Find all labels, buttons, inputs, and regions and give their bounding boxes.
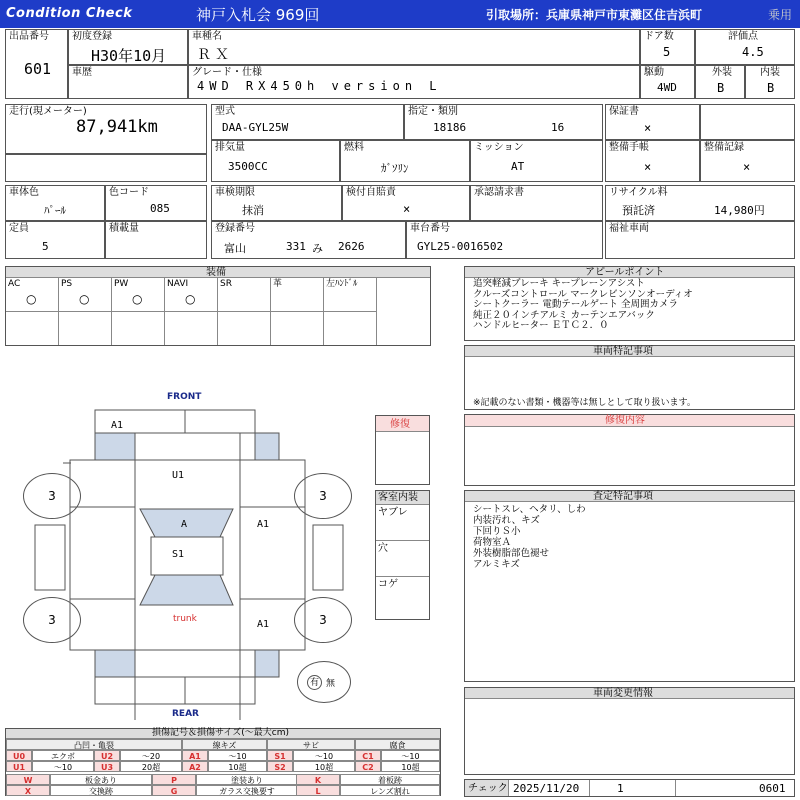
- equipment-col-label: 革: [273, 279, 283, 289]
- inspection-note-line: 荷物室Ａ: [473, 537, 512, 548]
- ext-box: [695, 65, 745, 99]
- equipment-col-6: [324, 278, 377, 345]
- appeal-panel: [464, 266, 795, 341]
- legend-group-header: 腐食: [355, 739, 440, 750]
- equipment-title-bar: [6, 267, 430, 278]
- welfare-label: 福祉車両: [609, 223, 649, 234]
- inspection-note-line: シートスレ、ヘタリ、しわ: [473, 504, 586, 515]
- color-value: ﾊﾟｰﾙ: [44, 204, 66, 217]
- legend-group-header: 線キズ: [182, 739, 267, 750]
- equipment-col-2: [112, 278, 165, 345]
- recycle-label: リサイクル料: [609, 187, 668, 198]
- fuel-box: [340, 140, 470, 182]
- equipment-divider: [59, 311, 111, 312]
- capacity-box: [5, 221, 105, 259]
- trunk-label: trunk: [173, 614, 197, 624]
- recycle-box: [605, 185, 795, 221]
- inspection-note-line: 下回りＳ小: [473, 526, 521, 537]
- model-name-label: 車種名: [192, 31, 222, 42]
- legend-desc: 〜10: [208, 750, 267, 761]
- inspection-notes-lines: [473, 504, 586, 570]
- doors-box: [640, 29, 695, 65]
- inspection-value: 抹消: [242, 204, 264, 217]
- legend-code: A2: [182, 761, 208, 772]
- repair-content-panel: [464, 414, 795, 486]
- inspection-notes-title-bar: [465, 491, 794, 502]
- chassis-value: GYL25-0016502: [417, 240, 504, 253]
- legend-extra-desc: 板金あり: [50, 774, 152, 785]
- equipment-col-1: [59, 278, 112, 345]
- type-label: 型式: [215, 106, 235, 117]
- legend-code: U3: [94, 761, 120, 772]
- drive-value: 4WD: [657, 81, 677, 94]
- legend-extra-desc: ガラス交換要す: [196, 785, 298, 796]
- interior-title-bar: [376, 491, 429, 505]
- repair-title-bar: [376, 416, 429, 432]
- first-reg-value: H30年10月: [91, 47, 167, 65]
- self-inspection-box: [342, 185, 470, 221]
- footer-code: 0601: [759, 782, 786, 795]
- displacement-label: 排気量: [215, 142, 245, 153]
- warranty-blank-box: [700, 104, 795, 140]
- equipment-divider: [6, 311, 58, 312]
- legend-code: U0: [6, 750, 32, 761]
- rear-label: REAR: [172, 709, 199, 719]
- code-s1: S1: [172, 549, 185, 560]
- equipment-col-label: NAVI: [167, 279, 189, 289]
- designation-a: 18186: [433, 121, 467, 134]
- legend-code: S1: [267, 750, 293, 761]
- check-label: チェック: [468, 783, 508, 794]
- vehicle-class: 乗用: [768, 8, 793, 22]
- color-box: [5, 185, 105, 221]
- doors-label: ドア数: [644, 31, 674, 42]
- legend-code: U1: [6, 761, 32, 772]
- reg-num: 2626: [338, 240, 365, 253]
- interior-title: 客室内装: [378, 492, 418, 503]
- appeal-line: シートクーラー 電動テールゲート 全周囲カメラ: [473, 299, 678, 310]
- equipment-col-label: PW: [114, 279, 129, 289]
- inspection-notes-panel: [464, 490, 795, 682]
- legend-desc: 〜20: [120, 750, 182, 761]
- legend-desc: 10超: [293, 761, 355, 772]
- appeal-lines: [473, 279, 693, 332]
- approval-label: 承認請求書: [474, 187, 524, 198]
- equipment-mark: ○: [185, 292, 196, 306]
- mission-box: [470, 140, 603, 182]
- warranty-label: 保証書: [609, 106, 639, 117]
- fuel-label: 燃料: [344, 142, 364, 153]
- equipment-col-5: [271, 278, 324, 345]
- maint-record-value: ×: [743, 160, 751, 174]
- inspection-label: 車検期限: [215, 187, 255, 198]
- mission-value: AT: [511, 160, 525, 173]
- legend-desc: 10超: [381, 761, 440, 772]
- legend-code: U2: [94, 750, 120, 761]
- ext-value: B: [717, 81, 725, 95]
- code-a-center: A: [181, 519, 188, 530]
- score-box: [695, 29, 795, 65]
- model-name-box: [188, 29, 640, 65]
- self-inspection-label: 検付自賠責: [346, 187, 396, 198]
- tire-front-left: 3: [23, 473, 81, 519]
- header-left-title: Condition Check: [6, 6, 133, 21]
- color-code-label: 色コード: [109, 187, 149, 198]
- special-notes-title: 車両特記事項: [593, 346, 653, 357]
- equipment-mark: ○: [79, 292, 90, 306]
- recycle-fee: 14,980円: [714, 204, 765, 217]
- equipment-col-0: [6, 278, 59, 345]
- code-u1: U1: [172, 470, 185, 481]
- reg-no-box: [211, 221, 406, 259]
- change-info-title-bar: [465, 688, 794, 699]
- equipment-col-4: [218, 278, 271, 345]
- reg-class: 331: [286, 240, 306, 253]
- equipment-divider: [324, 311, 376, 312]
- appeal-line: 追突軽減ブレーキ キープレーンアシスト: [473, 278, 645, 289]
- equipment-title: 装備: [206, 267, 226, 278]
- special-notes-text: ※記載のない書類・機器等は無しとして取り扱います。: [473, 398, 696, 408]
- code-a1-right: A1: [257, 519, 270, 530]
- legend-desc: 20超: [120, 761, 182, 772]
- color-label: 車体色: [9, 187, 39, 198]
- designation-b: 16: [551, 121, 565, 134]
- appeal-line: 純正２０インチアルミ カーテンエアバック: [473, 309, 655, 321]
- legend-code: C2: [355, 761, 381, 772]
- damage-legend: [5, 728, 441, 796]
- inspection-note-line: 外装樹脂部色褪せ: [473, 548, 550, 559]
- mission-label: ミッション: [474, 142, 524, 153]
- fuel-value: ｶﾞｿﾘﾝ: [381, 162, 409, 175]
- interior-item-1: ヤブレ: [376, 505, 429, 541]
- legend-desc: 〜10: [32, 761, 94, 772]
- first-reg-box: [68, 29, 188, 65]
- tire-rear-left: 3: [23, 597, 81, 643]
- legend-extra-code: L: [296, 785, 340, 796]
- mileage-sub-box: [5, 154, 207, 182]
- legend-extra-desc: 着板跡: [340, 774, 440, 785]
- doors-value: 5: [663, 45, 671, 59]
- displacement-value: 3500CC: [228, 160, 268, 173]
- equipment-col-label: AC: [8, 279, 21, 289]
- reg-area: 富山: [224, 242, 246, 255]
- equipment-col-label: PS: [61, 279, 73, 289]
- type-box: [211, 104, 404, 140]
- mileage-box: [5, 104, 207, 154]
- warranty-value: ×: [644, 121, 652, 135]
- special-notes-panel: [464, 345, 795, 410]
- capacity-label: 定員: [9, 223, 29, 234]
- displacement-box: [211, 140, 340, 182]
- legend-code: S2: [267, 761, 293, 772]
- equipment-divider: [112, 311, 164, 312]
- legend-extra-code: K: [296, 774, 340, 785]
- color-code-box: [105, 185, 207, 221]
- legend-title: 損傷記号＆損傷サイズ(〜最大cm): [152, 728, 290, 738]
- legend-extra-desc: 交換跡: [50, 785, 152, 796]
- inspection-note-line: 内装汚れ、キズ: [473, 515, 540, 526]
- legend-desc: 10超: [208, 761, 267, 772]
- chassis-box: [406, 221, 603, 259]
- inspection-notes-title: 査定特記事項: [593, 491, 653, 502]
- maint-record-box: [700, 140, 795, 182]
- spare-yes: 有: [307, 675, 322, 690]
- approval-box: [470, 185, 603, 221]
- ext-label: 外装: [712, 67, 732, 78]
- color-code-value: 085: [150, 202, 170, 215]
- tire-front-right: 3: [294, 473, 352, 519]
- mileage-value: 87,941km: [76, 117, 158, 137]
- special-notes-title-bar: [465, 346, 794, 357]
- reg-kana: み: [312, 242, 323, 255]
- int-value: B: [767, 81, 775, 95]
- equipment-mark: ○: [26, 292, 37, 306]
- history-label: 車歴: [72, 67, 92, 78]
- grade-box: [188, 65, 640, 99]
- equipment-col-label: SR: [220, 279, 232, 289]
- interior-item-2: 穴: [376, 541, 429, 577]
- recycle-status: 預託済: [622, 204, 655, 217]
- load-label: 積載量: [109, 223, 139, 234]
- pickup-location: 引取場所：兵庫県神戸市東灘区住吉浜町: [486, 8, 703, 22]
- maint-book-label: 整備手帳: [609, 142, 649, 153]
- chassis-label: 車台番号: [410, 223, 450, 234]
- inspection-note-line: アルミキズ: [473, 559, 520, 570]
- equipment-divider: [165, 311, 217, 312]
- designation-box: [404, 104, 603, 140]
- warranty-box: [605, 104, 700, 140]
- equipment-table: [5, 266, 431, 346]
- equipment-mark: ○: [132, 292, 143, 306]
- legend-title-bar: [6, 729, 440, 739]
- grade-label: グレード・仕様: [192, 67, 262, 78]
- legend-extra-code: W: [6, 774, 50, 785]
- repair-title: 修復: [390, 419, 410, 430]
- legend-extra-desc: 塗装あり: [196, 774, 298, 785]
- maint-record-label: 整備記録: [704, 142, 744, 153]
- drive-label: 駆動: [644, 67, 664, 78]
- legend-code: A1: [182, 750, 208, 761]
- grade-value: 4WD RX450h version L: [197, 79, 442, 93]
- first-reg-label: 初度登録: [72, 31, 112, 42]
- score-label: 評価点: [728, 31, 758, 42]
- repair-box: [375, 415, 430, 485]
- maint-book-value: ×: [644, 160, 652, 174]
- legend-group-header: 凸凹・亀裂: [6, 739, 182, 750]
- capacity-value: 5: [42, 240, 49, 253]
- appeal-line: ハンドルヒーター ＥＴＣ２．０: [473, 320, 609, 331]
- history-box: [68, 65, 188, 99]
- footer-bar: [464, 779, 795, 797]
- legend-code: C1: [355, 750, 381, 761]
- spare-no: 無: [326, 679, 336, 689]
- score-value: 4.5: [742, 45, 764, 59]
- change-info-panel: [464, 687, 795, 775]
- int-box: [745, 65, 795, 99]
- footer-divider-1: [589, 780, 590, 796]
- header-bar: [0, 0, 800, 28]
- legend-extra-code: G: [152, 785, 196, 796]
- load-box: [105, 221, 207, 259]
- designation-label: 指定・類別: [408, 106, 458, 117]
- interior-box: [375, 490, 430, 620]
- maint-book-box: [605, 140, 700, 182]
- model-name-value: ＲＸ: [197, 47, 233, 63]
- legend-desc: 〜10: [293, 750, 355, 761]
- drive-box: [640, 65, 695, 99]
- repair-content-title-bar: [465, 415, 794, 427]
- footer-page: 1: [617, 782, 624, 795]
- legend-group-header: サビ: [267, 739, 355, 750]
- code-a1-rear: A1: [257, 619, 270, 630]
- appeal-title-bar: [465, 267, 794, 278]
- welfare-box: [605, 221, 795, 259]
- check-date: 2025/11/20: [513, 782, 580, 795]
- repair-content-title: 修復内容: [605, 415, 645, 426]
- tire-rear-right: 3: [294, 597, 352, 643]
- header-center-title: 神戸入札会 969回: [196, 6, 320, 24]
- mileage-label: 走行(現メーター): [9, 106, 87, 117]
- lot-label: 出品番号: [9, 31, 49, 42]
- front-label: FRONT: [167, 392, 202, 402]
- change-info-title: 車両変更情報: [593, 688, 653, 699]
- code-a1-front: A1: [111, 420, 124, 431]
- lot-number: 601: [24, 60, 52, 78]
- equipment-divider: [271, 311, 323, 312]
- legend-extra-code: X: [6, 785, 50, 796]
- equipment-col-3: [165, 278, 218, 345]
- lot-box: [5, 29, 68, 99]
- spare-tire: [297, 661, 351, 703]
- appeal-title: アピールポイント: [585, 267, 665, 278]
- equipment-col-label: 左ﾊﾝﾄﾞﾙ: [326, 279, 358, 289]
- inspection-box: [211, 185, 342, 221]
- check-label-cell: [465, 780, 509, 796]
- int-label: 内装: [760, 67, 780, 78]
- type-value: DAA-GYL25W: [222, 121, 289, 134]
- legend-extra-desc: レンズ割れ: [340, 785, 440, 796]
- legend-desc: 〜10: [381, 750, 440, 761]
- self-inspection-value: ×: [403, 202, 411, 216]
- equipment-divider: [218, 311, 270, 312]
- interior-item-3: コゲ: [378, 579, 398, 590]
- legend-desc: エクボ: [32, 750, 94, 761]
- footer-divider-2: [675, 780, 676, 796]
- reg-no-label: 登録番号: [215, 223, 255, 234]
- legend-extra-code: P: [152, 774, 196, 785]
- appeal-line: クルーズコントロール マークレビンソンオーディオ: [473, 288, 693, 300]
